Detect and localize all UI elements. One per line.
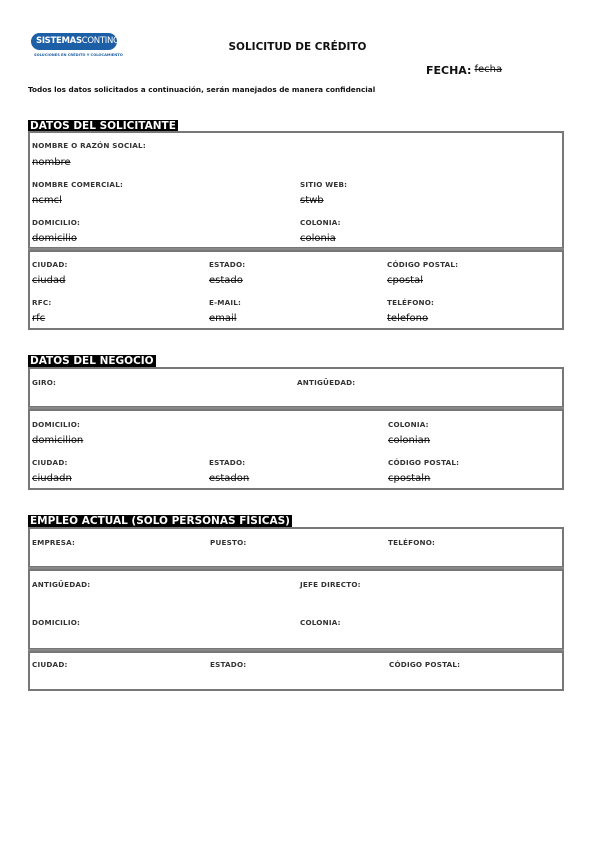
confidentiality-note: Todos los datos solicitados a continuación, serán manejados de manera confidencial xyxy=(28,85,376,94)
empresa-label: EMPRESA: xyxy=(32,538,76,547)
empleo-codigo-postal-label: CÓDIGO POSTAL: xyxy=(389,660,461,669)
codigo-postal-field[interactable]: cpostal xyxy=(387,275,424,286)
giro-label: GIRO: xyxy=(32,378,57,387)
ciudad-label: CIUDAD: xyxy=(32,260,68,269)
empleo-estado-label: ESTADO: xyxy=(210,660,247,669)
section-title-negocio: DATOS DEL NEGOCIO xyxy=(30,355,154,367)
negocio-estado-field[interactable]: estadon xyxy=(209,473,250,484)
nombre-comercial-field[interactable]: ncmcl xyxy=(32,195,62,206)
razon-social-field[interactable]: nombre xyxy=(32,157,71,168)
sitio-web-field[interactable]: stwb xyxy=(300,195,324,206)
negocio-colonia-field[interactable]: colonian xyxy=(388,435,431,446)
empleo-ciudad-label: CIUDAD: xyxy=(32,660,68,669)
negocio-box-top xyxy=(28,367,564,408)
logo-tagline: SOLUCIONES EN CRÉDITO Y COLOCAMIENTO xyxy=(34,53,123,57)
fecha-field xyxy=(426,64,503,77)
email-label: E-MAIL: xyxy=(209,298,242,307)
email-field[interactable]: email xyxy=(209,313,237,324)
negocio-colonia-label: COLONIA: xyxy=(388,420,429,429)
estado-field[interactable]: estado xyxy=(209,275,243,286)
telefono-label: TELÉFONO: xyxy=(387,298,435,307)
telefono-field[interactable]: telefono xyxy=(387,313,429,324)
colonia-label: COLONIA: xyxy=(300,218,341,227)
negocio-estado-label: ESTADO: xyxy=(209,458,246,467)
rfc-label: RFC: xyxy=(32,298,52,307)
logo-text: SISTEMASCONTINO xyxy=(36,36,120,46)
empleo-box-1 xyxy=(28,527,564,568)
codigo-postal-label: CÓDIGO POSTAL: xyxy=(387,260,459,269)
puesto-label: PUESTO: xyxy=(210,538,247,547)
empleo-box-2 xyxy=(28,569,564,650)
domicilio-label: DOMICILIO: xyxy=(32,218,81,227)
solicitante-box-bottom xyxy=(28,250,564,330)
section-title-empleo: EMPLEO ACTUAL (SOLO PERSONAS FÍSICAS) xyxy=(30,515,290,527)
empleo-telefono-label: TELÉFONO: xyxy=(388,538,436,547)
negocio-box-bottom xyxy=(28,409,564,490)
domicilio-field[interactable]: domicilio xyxy=(32,233,77,244)
negocio-ciudad-field[interactable]: ciudadn xyxy=(32,473,72,484)
estado-label: ESTADO: xyxy=(209,260,246,269)
sitio-web-label: SITIO WEB: xyxy=(300,180,348,189)
empleo-colonia-label: COLONIA: xyxy=(300,618,341,627)
negocio-codigo-postal-field[interactable]: cpostaln xyxy=(388,473,431,484)
negocio-domicilio-field[interactable]: domicilion xyxy=(32,435,84,446)
rfc-field[interactable]: rfc xyxy=(32,313,46,324)
razon-social-label: NOMBRE O RAZÓN SOCIAL: xyxy=(32,141,146,150)
empleo-box-3 xyxy=(28,651,564,691)
fecha-value: fecha xyxy=(474,64,503,75)
ciudad-field[interactable]: ciudad xyxy=(32,275,66,286)
negocio-domicilio-label: DOMICILIO: xyxy=(32,420,81,429)
section-title-solicitante: DATOS DEL SOLICITANTE xyxy=(30,120,176,132)
nombre-comercial-label: NOMBRE COMERCIAL: xyxy=(32,180,124,189)
negocio-ciudad-label: CIUDAD: xyxy=(32,458,68,467)
empleo-antiguedad-label: ANTIGÜEDAD: xyxy=(32,580,91,589)
empleo-domicilio-label: DOMICILIO: xyxy=(32,618,81,627)
colonia-field[interactable]: colonia xyxy=(300,233,336,244)
antiguedad-negocio-label: ANTIGÜEDAD: xyxy=(297,378,356,387)
page-title: SOLICITUD DE CRÉDITO xyxy=(228,41,367,53)
fecha-label: FECHA: xyxy=(426,64,472,77)
negocio-codigo-postal-label: CÓDIGO POSTAL: xyxy=(388,458,460,467)
jefe-directo-label: JEFE DIRECTO: xyxy=(300,580,361,589)
